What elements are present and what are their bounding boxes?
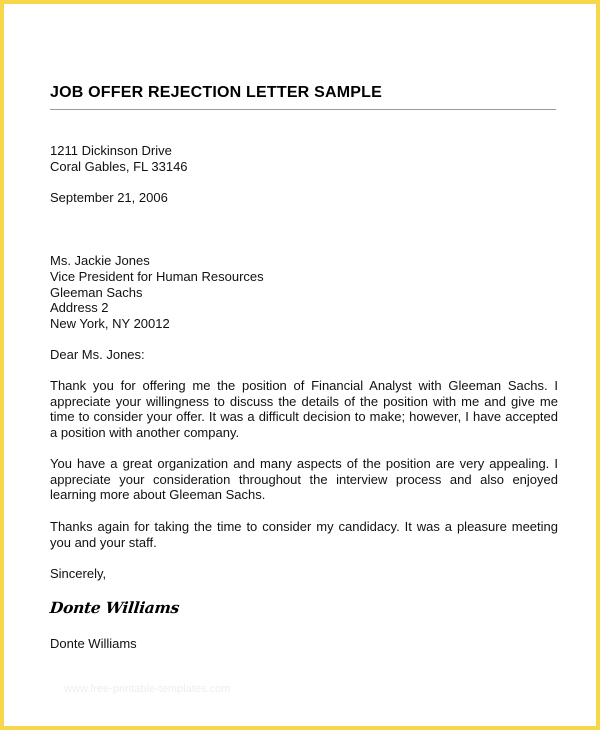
recipient-city: New York, NY 20012 <box>50 316 170 332</box>
salutation: Dear Ms. Jones: <box>50 347 145 362</box>
letter-page <box>4 4 596 726</box>
sender-address <box>50 143 558 175</box>
sender-address-line-1: 1211 Dickinson Drive <box>50 143 172 158</box>
document-title: JOB OFFER REJECTION LETTER SAMPLE <box>50 84 382 101</box>
body-paragraph-2: You have a great organization and many aspects of the position are very appealing. I appreciate your consideration throughout the interview process and also enjoyed learning more about Gleeman Sachs. <box>50 456 558 503</box>
watermark: www.free-printable-templates.com <box>64 683 231 695</box>
recipient-address-2: Address 2 <box>50 300 109 316</box>
body-paragraph-3: Thanks again for taking the time to consider my candidacy. It was a pleasure meeting you and your staff. <box>50 519 558 550</box>
letter-date: September 21, 2006 <box>50 190 168 205</box>
signer-name: Donte Williams <box>50 636 137 651</box>
closing: Sincerely, <box>50 566 107 581</box>
recipient-address <box>50 253 558 332</box>
handwritten-signature: Donte Williams <box>49 598 181 617</box>
body-paragraph-1: Thank you for offering me the position of Financial Analyst with Gleeman Sachs. I appreciate your willingness to discuss the details of the position with me and give me time to consider your offer. It was a difficult decision to make; however, I have accepted a position with another company. <box>50 378 558 441</box>
recipient-name: Ms. Jackie Jones <box>50 253 150 268</box>
title-divider <box>50 109 556 110</box>
recipient-title: Vice President for Human Resources <box>50 268 264 284</box>
recipient-company: Gleeman Sachs <box>50 284 143 300</box>
sender-address-line-2: Coral Gables, FL 33146 <box>50 158 188 174</box>
